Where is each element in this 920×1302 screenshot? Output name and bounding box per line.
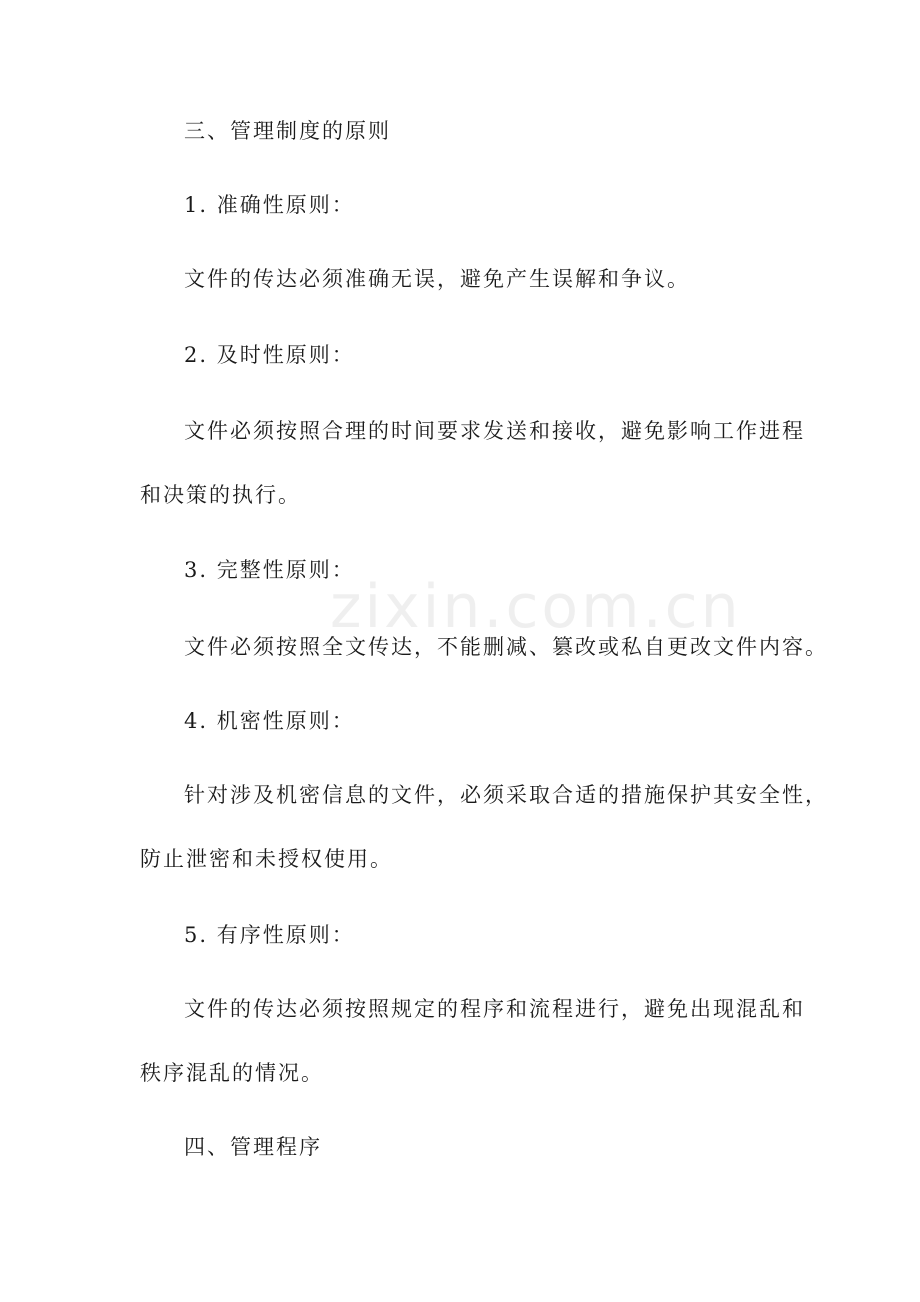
principle-text-confidentiality-line-1: 针对涉及机密信息的文件，必须采取合适的措施保护其安全性，: [184, 783, 828, 807]
principle-text-completeness-line-1: 文件必须按照全文传达，不能删减、篡改或私自更改文件内容。: [184, 635, 828, 659]
principle-title-accuracy: 1. 准确性原则：: [184, 193, 355, 217]
principle-text-confidentiality-line-2: 防止泄密和未授权使用。: [140, 847, 393, 871]
principle-title-timeliness: 2. 及时性原则：: [184, 343, 355, 367]
principle-text-orderliness-line-2: 秩序混乱的情况。: [140, 1061, 324, 1085]
principle-text-timeliness-line-2: 和决策的执行。: [140, 483, 301, 507]
section-heading-principles: 三、管理制度的原则: [184, 119, 391, 143]
principle-text-accuracy-line-1: 文件的传达必须准确无误，避免产生误解和争议。: [184, 267, 690, 291]
principle-text-timeliness-line-1: 文件必须按照合理的时间要求发送和接收，避免影响工作进程: [184, 419, 805, 443]
principle-title-confidentiality: 4. 机密性原则：: [184, 709, 355, 733]
section-heading-procedure: 四、管理程序: [184, 1135, 322, 1159]
principle-text-orderliness-line-1: 文件的传达必须按照规定的程序和流程进行，避免出现混乱和: [184, 997, 805, 1021]
principle-title-orderliness: 5. 有序性原则：: [184, 923, 355, 947]
watermark: zixin.com.cn: [330, 572, 742, 642]
principle-title-completeness: 3. 完整性原则：: [184, 558, 355, 582]
